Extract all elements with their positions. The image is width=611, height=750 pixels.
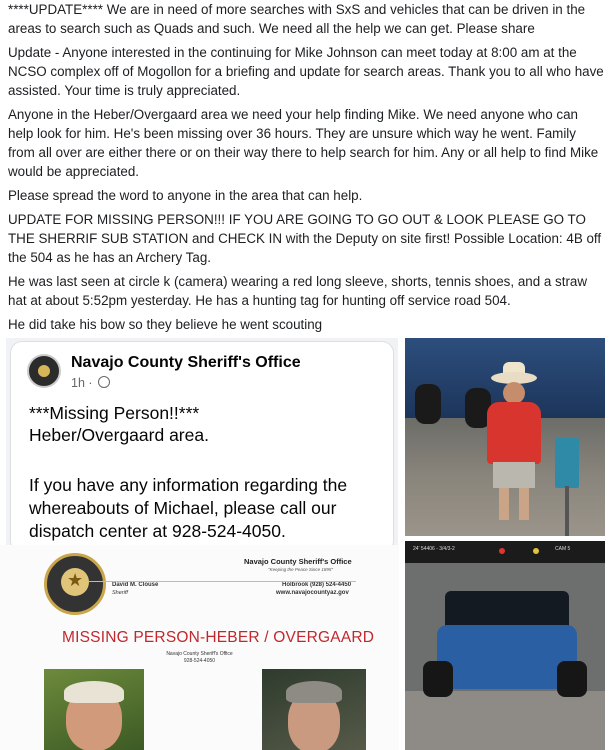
- shared-post-body: If you have any information regarding the whereabouts of Michael, please call our dispatch center at 928-524-4050.: [29, 475, 348, 541]
- tire-shape: [423, 661, 453, 697]
- flyer-sheriff-title: Sheriff: [112, 590, 128, 596]
- flyer-sub-org: Navajo County Sheriff's Office: [166, 651, 233, 657]
- photo-vehicle-camera[interactable]: [405, 541, 605, 750]
- photo-surveillance-man[interactable]: [405, 338, 605, 536]
- shared-post-card: [10, 341, 394, 545]
- shared-line-2: Heber/Overgaard area.: [29, 425, 209, 445]
- post-paragraph: ****UPDATE**** We are in need of more searches with SxS and vehicles that can be driven in the areas to search such as Quads and such. We need all the help we can get. Please share: [8, 2, 586, 36]
- shared-line-1: ***Missing Person!!***: [29, 403, 200, 423]
- leg-shape: [519, 488, 529, 520]
- post-paragraph: He did take his bow so they believe he went scouting: [8, 317, 323, 332]
- red-shirt-shape: [487, 402, 541, 464]
- photo-michael-1: [44, 669, 144, 750]
- flyer-phone: Holbrook (928) 524-4450: [282, 582, 352, 588]
- post-paragraph: Update - Anyone interested in the continuing for Mike Johnson can meet today at 8:00 am at the NCSO complex off of Mogollon for a briefing and update for search areas. Thank you to all who have assisted. Your time is truly appreciated.: [8, 45, 604, 98]
- flyer-sub-phone: 928-524-4050: [183, 658, 216, 664]
- flyer-motto: "Keeping the Peace Since 1895": [268, 567, 333, 572]
- photo-michael-2: [262, 669, 366, 750]
- post-paragraph: Anyone in the Heber/Overgaard area we need your help finding Mike. We need anyone who can help look for him. He's been missing over 36 hours. They are unsure which way he went. Family from all over are either there or on their way there to help search for him. Any or all help to find Mike would be appreciated.: [8, 107, 599, 179]
- sign-shape: [555, 438, 579, 488]
- sheriff-avatar: [27, 354, 61, 388]
- photo-grid: [0, 333, 611, 750]
- record-dot-icon: [499, 548, 505, 554]
- globe-icon: [98, 376, 110, 388]
- hair-shape: [64, 681, 124, 703]
- camera-overlay-right: CAM 5: [555, 546, 571, 552]
- post-text: [8, 0, 604, 339]
- camera-overlay-bar: [405, 541, 605, 563]
- tire-shape: [557, 661, 587, 697]
- shorts-shape: [493, 462, 535, 488]
- post-time: 1h: [71, 376, 85, 390]
- post-meta: [71, 376, 110, 390]
- photo-missing-flyer[interactable]: [0, 545, 399, 750]
- meta-separator: ·: [88, 376, 93, 390]
- post-paragraph: UPDATE FOR MISSING PERSON!!! IF YOU ARE GOING TO GO OUT & LOOK PLEASE GO TO THE SHERRIF SUB STATION and CHECK IN with the Deputy on site first! Possible Location: 4B off the 504 as he has an Archery Tag.: [8, 212, 602, 265]
- photo-sheriff-post[interactable]: [6, 338, 398, 545]
- page-name: Navajo County Sheriff's Office: [71, 354, 301, 371]
- shared-post-heading: [29, 402, 379, 446]
- status-dot-icon: [533, 548, 539, 554]
- hair-shape: [286, 681, 342, 703]
- flyer-divider: [88, 581, 356, 582]
- head-shape: [503, 382, 525, 404]
- ground-shape: [405, 691, 605, 750]
- flyer-sheriff-name: David M. Clouse: [112, 582, 159, 588]
- pole-shape: [565, 486, 569, 536]
- flyer-title: MISSING PERSON-HEBER / OVERGAARD: [62, 629, 375, 646]
- flyer-org: Navajo County Sheriff's Office: [244, 557, 352, 566]
- leg-shape: [499, 488, 509, 520]
- post-paragraph: He was last seen at circle k (camera) wearing a red long sleeve, shorts, tennis shoes, and a straw hat at about 5:52pm yesterday. He has a hunting tag for hunting off service road 504.: [8, 274, 588, 308]
- camera-overlay-left: 24' 54406 - 3/4/3-2: [413, 546, 455, 552]
- tire-shape: [415, 384, 441, 424]
- utv-body-shape: [437, 625, 577, 689]
- sheriff-seal-icon: [44, 553, 106, 615]
- post-paragraph: Please spread the word to anyone in the area that can help.: [8, 188, 363, 203]
- flyer-website: www.navajocountyaz.gov: [276, 590, 349, 596]
